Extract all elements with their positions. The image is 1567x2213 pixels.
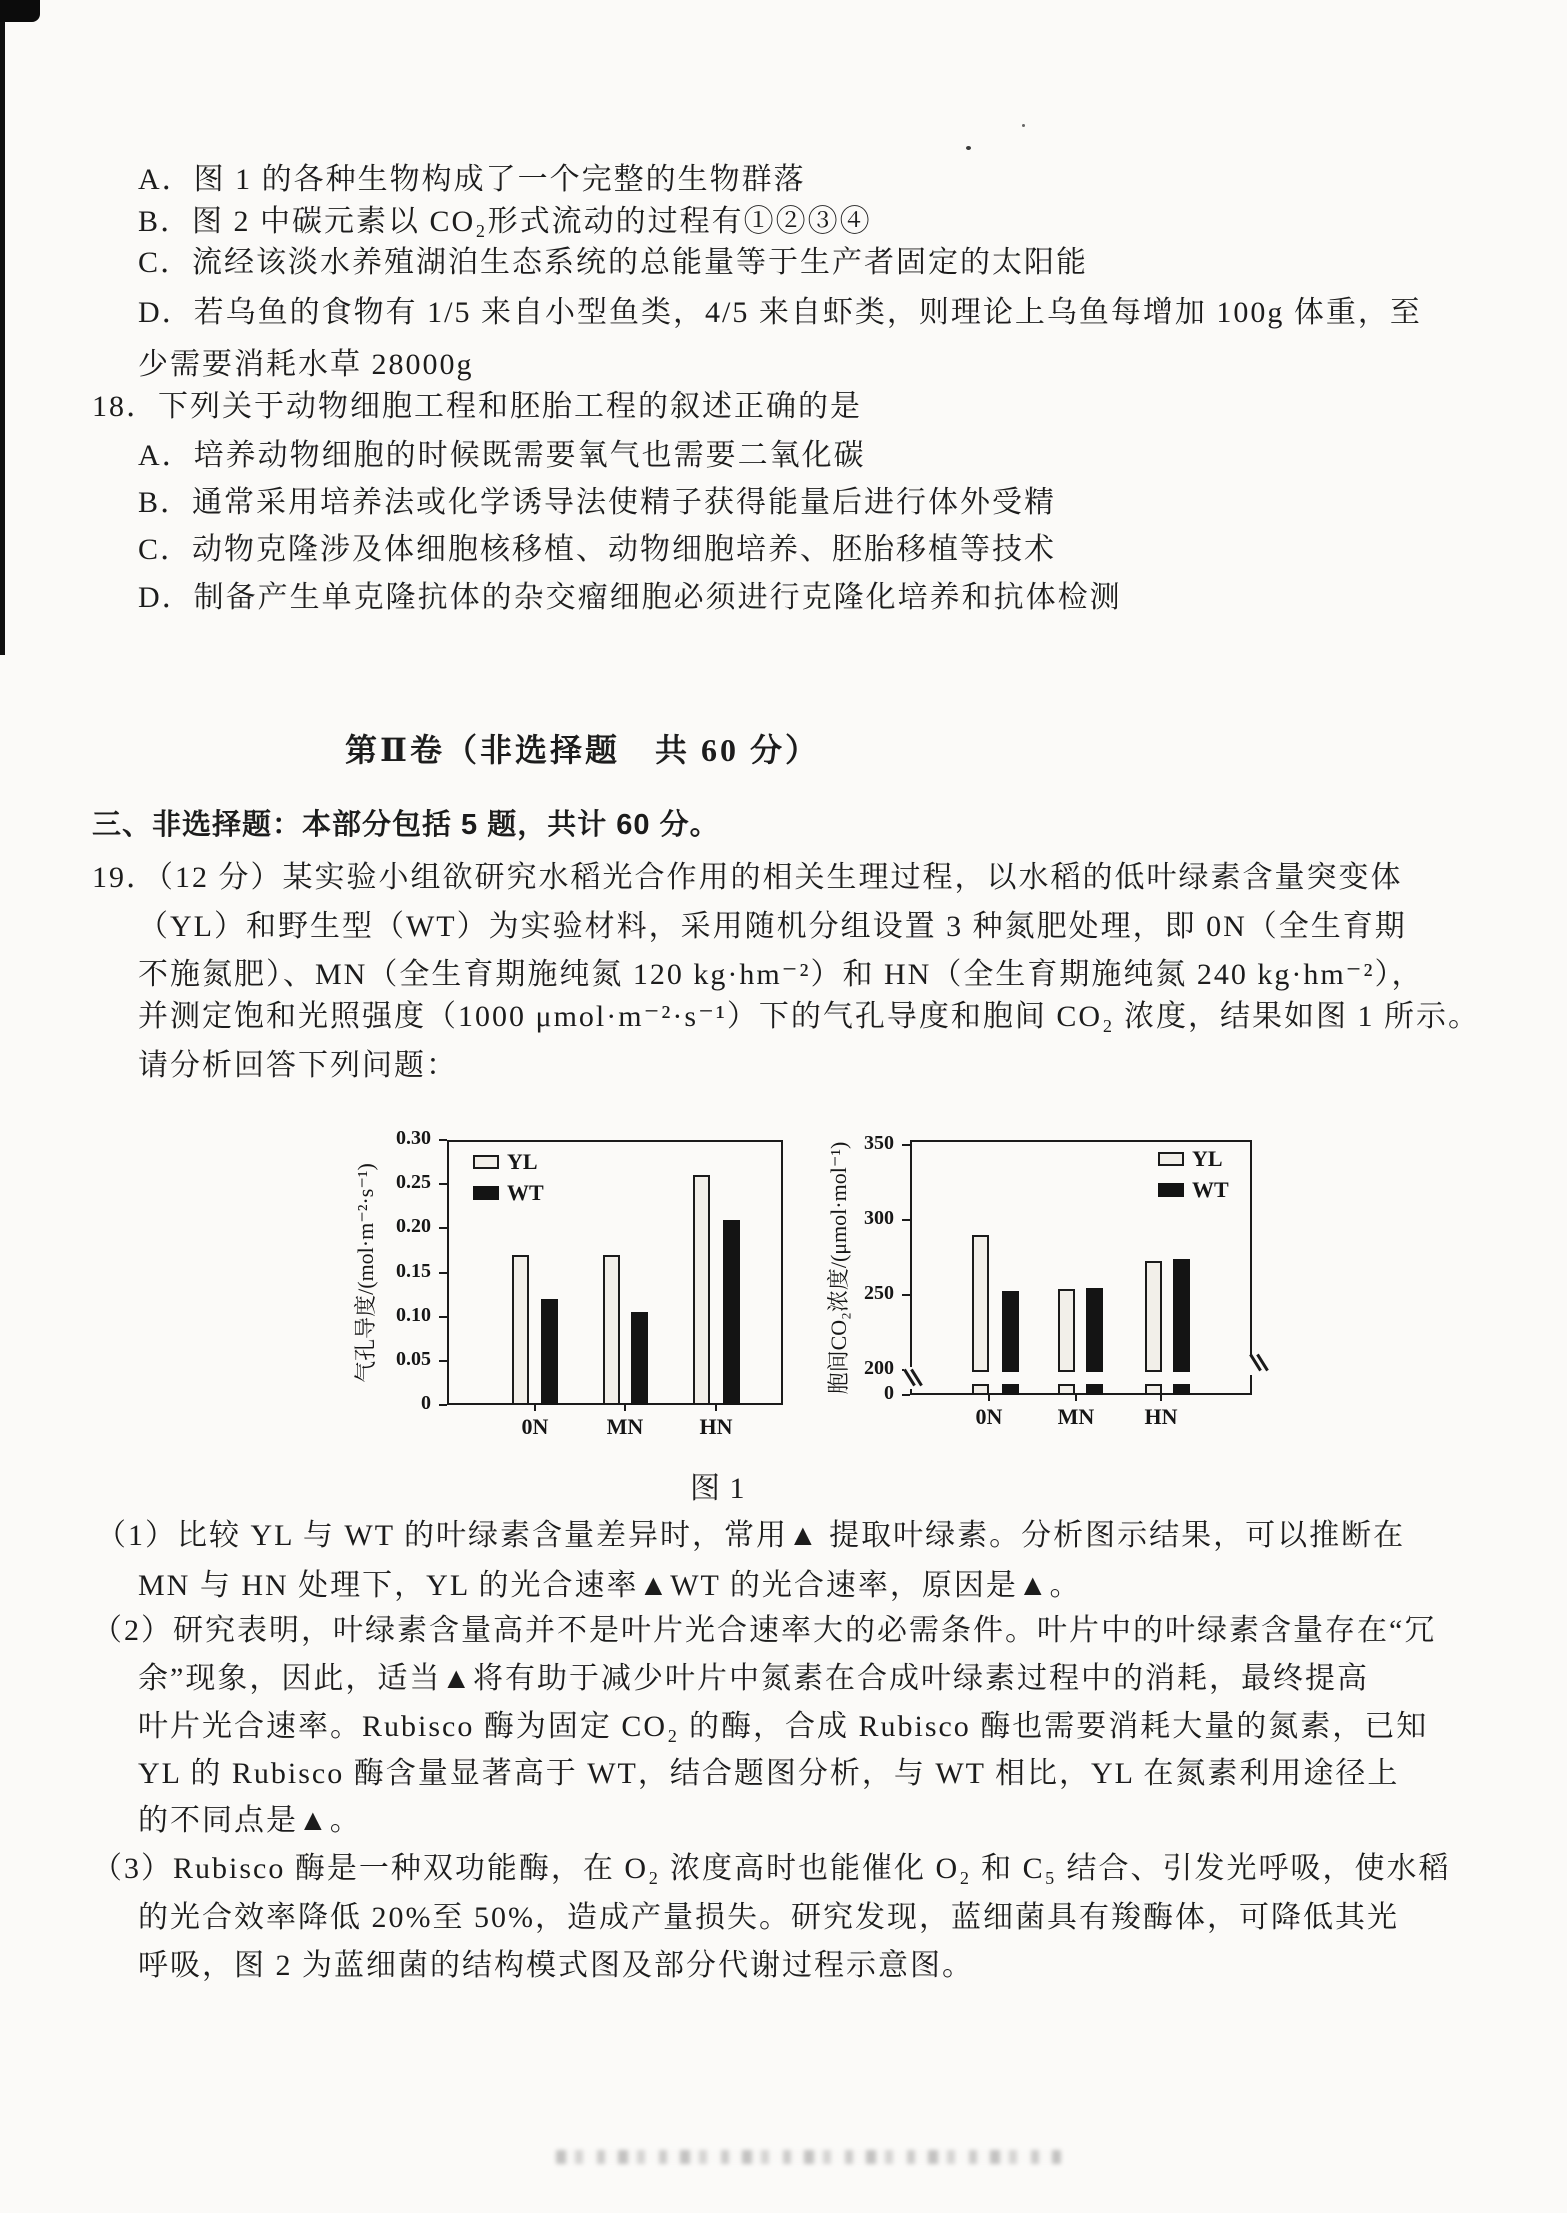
chart-2-bar-YL-0N <box>972 1235 989 1372</box>
chart-2-y-tick-label: 200 <box>864 1357 894 1379</box>
chart-2-y-tick-label: 0 <box>884 1382 894 1404</box>
scan-speck <box>1022 124 1025 127</box>
scan-corner-blob <box>0 0 40 22</box>
chart-1-x-category-label: MN <box>606 1414 644 1439</box>
chart-2-y-tick-label: 350 <box>864 1132 894 1154</box>
q19-sub1-line-2: MN 与 HN 处理下，YL 的光合速率▲WT 的光合速率，原因是▲。 <box>138 1569 1082 1602</box>
q18-option-d: D．制备产生单克隆抗体的杂交瘤细胞必须进行克隆化培养和抗体检测 <box>138 581 1122 614</box>
q17-option-d: D．若乌鱼的食物有 1/5 来自小型鱼类，4/5 来自虾类，则理论上乌鱼每增加 100g 体重，至 <box>138 296 1422 329</box>
chart-1-x-category-label: 0N <box>521 1414 549 1439</box>
q19-sub2-line-1: （2）研究表明，叶绿素含量高并不是叶片光合速率大的必需条件。叶片中的叶绿素含量存在“冗 <box>92 1614 1437 1647</box>
chart-1-y-tick <box>439 1360 447 1362</box>
chart-1-y-tick-label: 0.30 <box>396 1127 431 1149</box>
chart-1-y-tick <box>439 1183 447 1185</box>
q19-sub2-line-2: 余”现象，因此，适当▲将有助于减少叶片中氮素在合成叶绿素过程中的消耗，最终提高 <box>138 1662 1370 1695</box>
chart-2-x-tick <box>1160 1395 1162 1401</box>
chart-1-y-tick-label: 0.10 <box>396 1303 431 1326</box>
chart-1-x-category-label: HN <box>699 1414 733 1439</box>
chart-1-y-axis-label: 气孔导度/(mol·m⁻²·s⁻¹) <box>353 1162 378 1383</box>
q19-line-2: （YL）和野生型（WT）为实验材料，采用随机分组设置 3 种氮肥处理，即 0N（全生育期 <box>138 910 1407 943</box>
section-note: 三、非选择题：本部分包括 5 题，共计 60 分。 <box>92 809 720 841</box>
chart-2-bar-stub-YL-MN <box>1058 1384 1075 1395</box>
chart-1-y-tick-label: 0.15 <box>396 1259 431 1282</box>
chart-1-bar-YL-HN <box>693 1175 710 1405</box>
chart-2-y-tick <box>902 1394 910 1396</box>
q17-option-a: A．图 1 的各种生物构成了一个完整的生物群落 <box>138 163 806 196</box>
q19-sub1-line-1: （1）比较 YL 与 WT 的叶绿素含量差异时，常用▲ 提取叶绿素。分析图示结果，可以推断在 <box>96 1519 1406 1552</box>
chart-1-y-tick <box>439 1227 447 1229</box>
q19-sub3-line-1: （3）Rubisco 酶是一种双功能酶，在 O₂ 浓度高时也能催化 O₂ 和 C₅ 结合、引发光呼吸，使水稻 <box>92 1852 1451 1885</box>
q19-line-3: 不施氮肥）、MN（全生育期施纯氮 120 kg·hm⁻²）和 HN（全生育期施纯氮 240 kg·hm⁻²）， <box>138 958 1424 991</box>
chart-1-x-tick <box>624 1405 626 1411</box>
chart-2-y-tick <box>902 1144 910 1146</box>
q19-line-5: 请分析回答下列问题： <box>138 1049 458 1082</box>
q19-line-4: 并测定饱和光照强度（1000 μmol·m⁻²·s⁻¹）下的气孔导度和胞间 CO₂ 浓度，结果如图 1 所示。 <box>138 1000 1481 1033</box>
chart-1-legend-label-WT: WT <box>507 1180 544 1205</box>
scan-speck <box>966 146 971 150</box>
q19-sub2-line-3: 叶片光合速率。Rubisco 酶为固定 CO₂ 的酶，合成 Rubisco 酶也需要消耗大量的氮素，已知 <box>138 1710 1429 1743</box>
chart-1-y-tick-label: 0.20 <box>396 1215 431 1238</box>
chart-2-bar-stub-YL-0N <box>972 1384 989 1395</box>
chart-2-y-tick-label: 300 <box>864 1207 894 1229</box>
q17-option-d-cont: 少需要消耗水草 28000g <box>138 348 474 381</box>
chart-2-x-category-label: 0N <box>975 1404 1003 1429</box>
q18-stem: 18．下列关于动物细胞工程和胚胎工程的叙述正确的是 <box>92 390 862 423</box>
scan-edge-line <box>0 0 5 655</box>
q18-option-a: A．培养动物细胞的时候既需要氧气也需要二氧化碳 <box>138 439 866 472</box>
chart-2-x-tick <box>1075 1395 1077 1401</box>
chart-1-y-tick <box>439 1272 447 1274</box>
chart-1-y-tick <box>439 1404 447 1406</box>
q19-sub3-line-2: 的光合效率降低 20%至 50%，造成产量损失。研究发现，蓝细菌具有羧酶体，可降低其光 <box>138 1901 1399 1934</box>
chart-2-y-tick-label: 250 <box>864 1282 894 1304</box>
chart-2-x-category-label: MN <box>1057 1404 1095 1429</box>
chart-1-legend-swatch-WT <box>473 1186 499 1200</box>
chart-1-y-tick <box>439 1139 447 1141</box>
chart-2-bar-YL-HN <box>1145 1261 1162 1373</box>
chart-2-bar-WT-0N <box>1002 1291 1019 1373</box>
chart-1-x-tick <box>715 1405 717 1411</box>
chart-2-bar-stub-WT-0N <box>1002 1384 1019 1395</box>
q19-line-1: 19．（12 分）某实验小组欲研究水稻光合作用的相关生理过程，以水稻的低叶绿素含量突变体 <box>92 861 1403 894</box>
chart-1-y-tick <box>439 1316 447 1318</box>
chart-1-legend-label-YL: YL <box>507 1149 538 1174</box>
chart-1-x-tick <box>534 1405 536 1411</box>
chart-1-y-tick-label: 0.25 <box>396 1171 431 1194</box>
chart-2-bar-WT-MN <box>1086 1288 1103 1373</box>
q18-option-c: C．动物克隆涉及体细胞核移植、动物细胞培养、胚胎移植等技术 <box>138 533 1057 566</box>
chart-1-legend-swatch-YL <box>473 1155 499 1169</box>
chart-2-legend-swatch-WT <box>1158 1183 1184 1197</box>
chart-2-bar-stub-WT-MN <box>1086 1384 1103 1395</box>
chart-2-y-axis-label: 胞间CO₂浓度/(μmol·mol⁻¹) <box>826 1141 851 1394</box>
chart-1-bar-YL-MN <box>603 1255 620 1405</box>
chart-1-y-tick-label: 0.05 <box>396 1347 431 1370</box>
chart-2-y-tick <box>902 1219 910 1221</box>
figure-1-caption: 图 1 <box>690 1472 746 1505</box>
chart-2-legend-swatch-YL <box>1158 1152 1184 1166</box>
q18-option-b: B．通常采用培养法或化学诱导法使精子获得能量后进行体外受精 <box>138 486 1057 519</box>
chart-1-y-tick-label: 0 <box>421 1392 431 1414</box>
q17-option-c: C．流经该淡水养殖湖泊生态系统的总能量等于生产者固定的太阳能 <box>138 246 1089 279</box>
chart-2-legend-label-YL: YL <box>1192 1146 1223 1171</box>
chart-2-x-tick <box>988 1395 990 1401</box>
q19-sub3-line-3: 呼吸，图 2 为蓝细菌的结构模式图及部分代谢过程示意图。 <box>138 1949 974 1982</box>
q19-sub2-line-5: 的不同点是▲。 <box>138 1804 362 1837</box>
footer-illegible-text <box>556 2150 1061 2164</box>
chart-2-bar-WT-HN <box>1173 1259 1190 1372</box>
q19-sub2-line-4: YL 的 Rubisco 酶含量显著高于 WT，结合题图分析，与 WT 相比，YL 在氮素利用途径上 <box>138 1757 1400 1790</box>
chart-2-y-tick <box>902 1294 910 1296</box>
section-title: 第Ⅱ卷（非选择题 共 60 分） <box>345 732 820 768</box>
chart-1-bar-WT-MN <box>631 1312 648 1405</box>
q17-option-b: B．图 2 中碳元素以 CO₂形式流动的过程有①②③④ <box>138 205 872 238</box>
chart-1-bar-YL-0N <box>512 1255 529 1405</box>
chart-2-x-category-label: HN <box>1144 1404 1178 1429</box>
chart-2-legend-label-WT: WT <box>1192 1177 1229 1202</box>
chart-1-bar-WT-0N <box>541 1299 558 1405</box>
chart-2-bar-YL-MN <box>1058 1289 1075 1372</box>
chart-2-bar-stub-WT-HN <box>1173 1384 1190 1395</box>
chart-2-bar-stub-YL-HN <box>1145 1384 1162 1395</box>
chart-1-bar-WT-HN <box>723 1220 740 1406</box>
